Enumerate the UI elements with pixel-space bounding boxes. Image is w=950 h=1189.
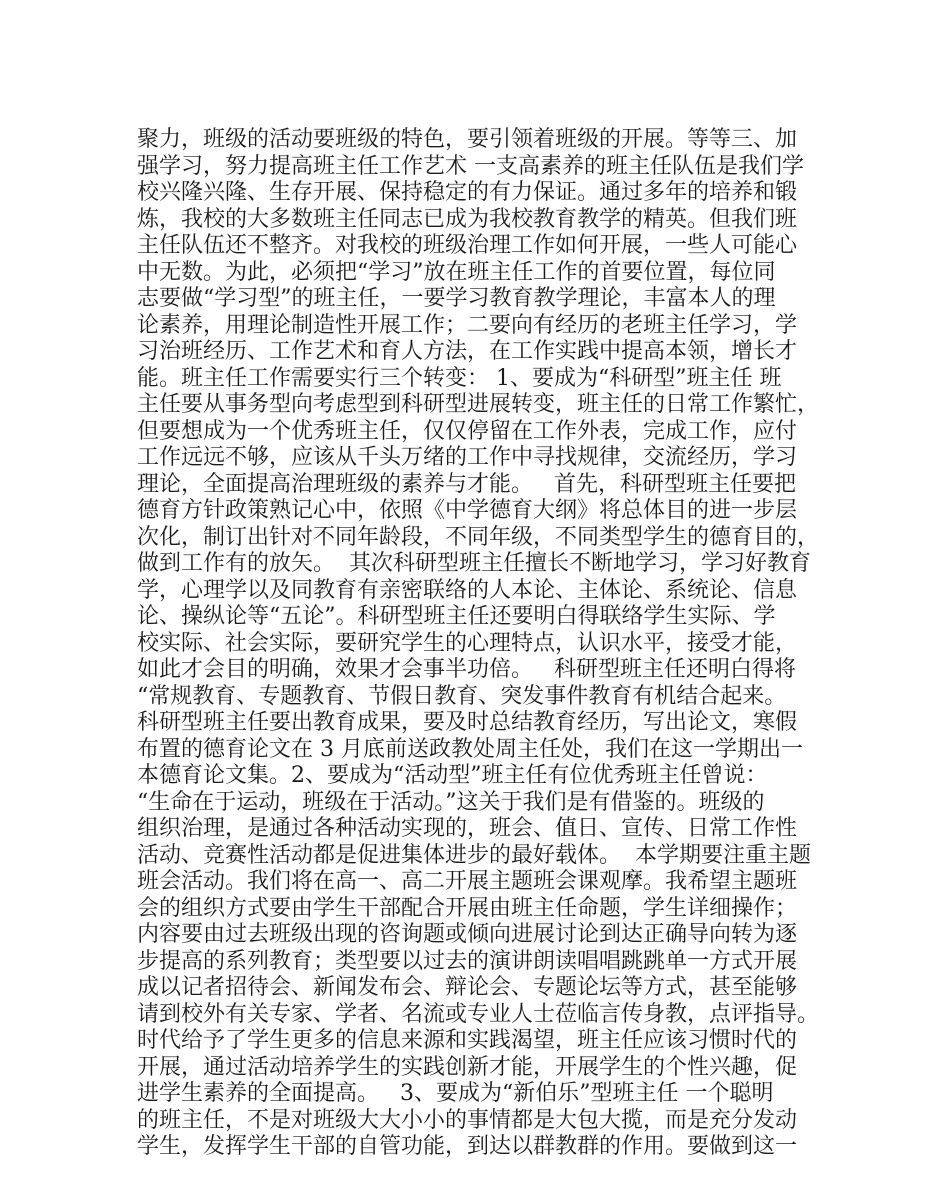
text-line: 开展，通过活动培养学生的实践创新才能，开展学生的个性兴趣，促 bbox=[137, 1054, 798, 1080]
text-line: 理论，全面提高治理班级的素养与才能。 首先，科研型班主任要把 bbox=[137, 471, 796, 497]
text-line: 中无数。为此，必须把“学习”放在班主任工作的首要位置，每位同 bbox=[137, 259, 776, 285]
text-line: 学生，发挥学生干部的自管功能，到达以群教群的作用。要做到这一 bbox=[137, 1134, 798, 1159]
text-line: 内容要由过去班级出现的咨询题或倾向进展讨论到达正确导向转为逐 bbox=[137, 922, 798, 947]
text-line: 布置的德育论文在 3 月底前送政教处周主任处，我们在这一学期出一 bbox=[137, 736, 803, 762]
body-text bbox=[137, 127, 827, 1161]
text-line: 主任队伍还不整齐。对我校的班级治理工作如何开展，一些人可能心 bbox=[137, 233, 798, 258]
text-line: 进学生素养的全面提高。 3、要成为“新伯乐”型班主任 一个聪明 bbox=[137, 1081, 774, 1106]
text-line: 的班主任，不是对班级大大小小的事情都是大包大揽，而是充分发动 bbox=[137, 1107, 798, 1133]
text-line: 科研型班主任要出教育成果，要及时总结教育经历，写出论文，寒假 bbox=[137, 710, 798, 735]
text-line: 步提高的系列教育；类型要以过去的演讲朗读唱唱跳跳单一方式开展 bbox=[137, 948, 798, 974]
text-line: 校兴隆兴隆、生存开展、保持稳定的有力保证。通过多年的培养和锻 bbox=[137, 180, 798, 205]
text-line: 炼，我校的大多数班主任同志已成为我校教育教学的精英。但我们班 bbox=[137, 206, 798, 232]
text-line: 组织治理，是通过各种活动实现的，班会、值日、宣传、日常工作性 bbox=[137, 816, 798, 841]
text-line: 工作远远不够，应该从千头万绪的工作中寻找规律，交流经历，学习 bbox=[137, 445, 798, 470]
text-line: 成以记者招待会、新闻发布会、辩论会、专题论坛等方式，甚至能够 bbox=[137, 975, 798, 1000]
text-line: 但要想成为一个优秀班主任，仅仅停留在工作外表，完成工作，应付 bbox=[137, 418, 798, 444]
text-line: 论素养，用理论制造性开展工作；二要向有经历的老班主任学习，学 bbox=[137, 312, 798, 338]
text-line: 做到工作有的放矢。 其次科研型班主任擅长不断地学习，学习好教育 bbox=[137, 551, 811, 576]
text-line: 学，心理学以及同教育有亲密联络的人本论、主体论、系统论、信息 bbox=[137, 577, 798, 603]
text-line: 强学习，努力提高班主任工作艺术 一支高素养的班主任队伍是我们学 bbox=[137, 153, 804, 179]
text-line: 活动、竞赛性活动都是促进集体进步的最好载体。 本学期要注重主题 bbox=[137, 842, 811, 868]
text-line: 次化，制订出针对不同年龄段，不同年级，不同类型学生的德育目的， bbox=[137, 524, 820, 550]
text-line: 请到校外有关专家、学者、名流或专业人士莅临言传身教，点评指导。 bbox=[137, 1001, 820, 1027]
text-line: 主任要从事务型向考虑型到科研型进展转变，班主任的日常工作繁忙， bbox=[137, 392, 820, 417]
text-line: 聚力，班级的活动要班级的特色，要引领着班级的开展。等等三、加 bbox=[137, 127, 798, 152]
text-line: “常规教育、专题教育、节假日教育、突发事件教育有机结合起来。 bbox=[137, 683, 787, 709]
text-line: 习治班经历、工作艺术和育人方法，在工作实践中提高本领，增长才 bbox=[137, 339, 798, 364]
text-line: 论、操纵论等“五论”。科研型班主任还要明白得联络学生实际、学 bbox=[137, 604, 776, 629]
text-line: 能。班主任工作需要实行三个转变： 1、要成为“科研型”班主任 班 bbox=[137, 365, 782, 391]
text-line: 本德育论文集。2、要成为“活动型”班主任有位优秀班主任曾说： bbox=[137, 763, 768, 788]
text-line: 班会活动。我们将在高一、高二开展主题班会课观摩。我希望主题班 bbox=[137, 869, 798, 894]
text-line: 校实际、社会实际，要研究学生的心理特点，认识水平，接受才能， bbox=[137, 630, 798, 656]
text-line: “生命在于运动，班级在于活动。”这关于我们是有借鉴的。班级的 bbox=[137, 789, 765, 815]
text-line: 时代给予了学生更多的信息来源和实践渴望，班主任应该习惯时代的 bbox=[137, 1028, 798, 1053]
text-line: 德育方针政策熟记心中，依照《中学德育大纲》将总体目的进一步层 bbox=[137, 498, 798, 523]
text-line: 志要做“学习型”的班主任，一要学习教育教学理论，丰富本人的理 bbox=[137, 286, 776, 311]
text-line: 如此才会目的明确，效果才会事半功倍。 科研型班主任还明白得将 bbox=[137, 657, 796, 682]
text-line: 会的组织方式要由学生干部配合开展由班主任命题，学生详细操作； bbox=[137, 895, 798, 921]
